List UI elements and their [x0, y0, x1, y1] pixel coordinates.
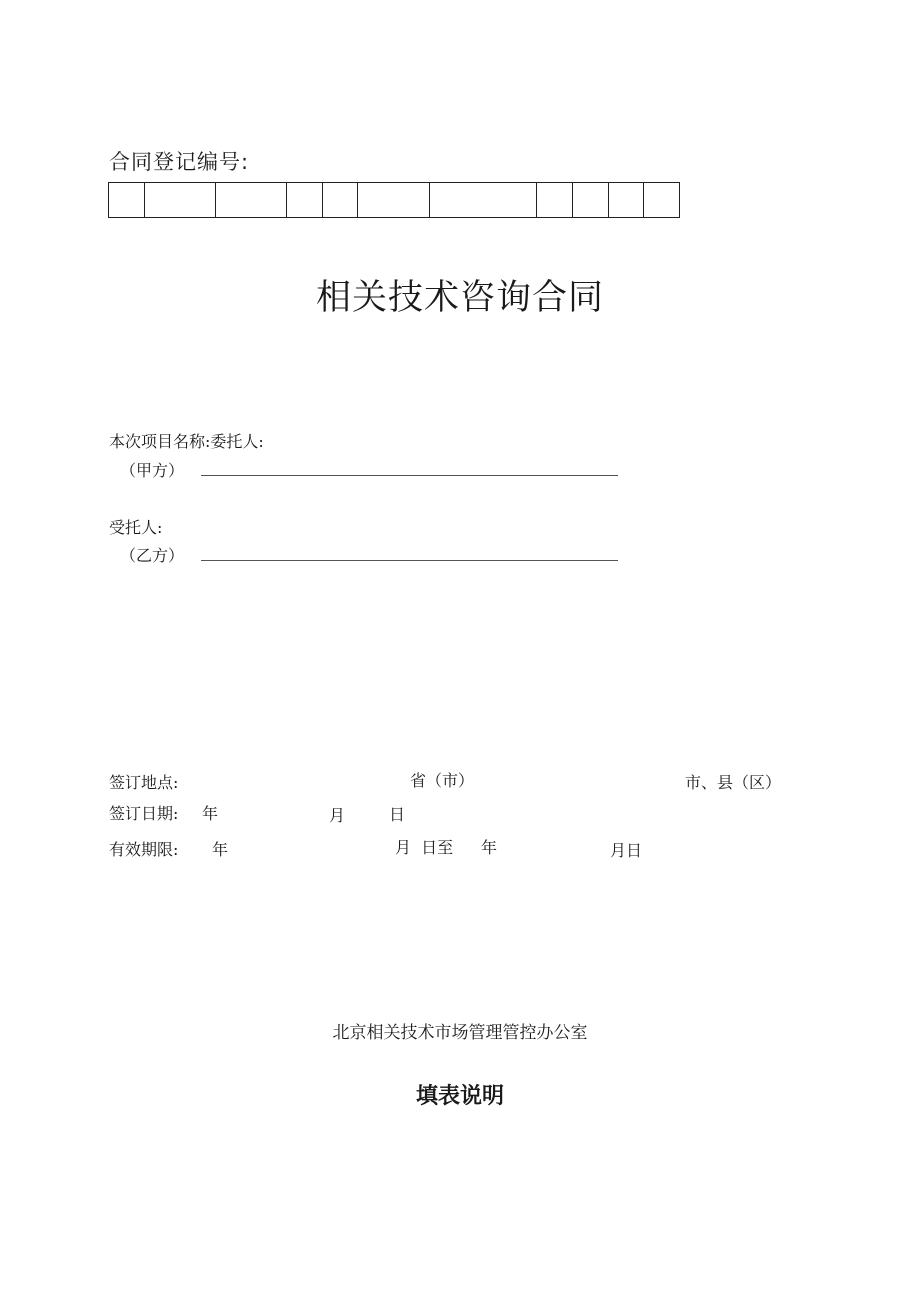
signing-month-label: 月: [329, 806, 346, 825]
validity-label: 有效期限:: [109, 840, 179, 859]
trustee-label: 受托人:: [109, 518, 163, 537]
city-county-label: 市、县（区）: [685, 773, 782, 792]
province-label: 省（市）: [410, 771, 475, 790]
signing-year-label: 年: [202, 804, 219, 823]
validity-month-day-label: 月日: [610, 841, 643, 860]
signing-place-label: 签订地点:: [109, 773, 179, 792]
contract-title: 相关技术咨询合同: [315, 278, 604, 318]
party-b-field[interactable]: [201, 560, 618, 561]
signing-date-label: 签订日期:: [109, 804, 179, 823]
project-client-label: 本次项目名称:委托人:: [109, 432, 264, 451]
registration-cell[interactable]: [430, 183, 537, 218]
registration-number-grid: [108, 182, 680, 218]
party-a-label: （甲方）: [120, 461, 185, 480]
registration-cell[interactable]: [358, 183, 430, 218]
validity-year-label: 年: [212, 840, 229, 859]
registration-cell[interactable]: [609, 183, 644, 218]
registration-cell[interactable]: [537, 183, 573, 218]
validity-month-day-to-label: 月 日至: [395, 838, 454, 857]
registration-cell[interactable]: [573, 183, 609, 218]
issuing-office: 北京相关技术市场管理管控办公室: [332, 1023, 588, 1043]
registration-cell[interactable]: [216, 183, 287, 218]
registration-cell[interactable]: [145, 183, 216, 218]
signing-day-label: 日: [389, 805, 406, 824]
registration-cell[interactable]: [109, 183, 145, 218]
registration-cell[interactable]: [644, 183, 680, 218]
validity-year2-label: 年: [481, 838, 498, 857]
registration-cell[interactable]: [287, 183, 323, 218]
registration-number-label: 合同登记编号:: [109, 150, 250, 174]
registration-cell[interactable]: [323, 183, 358, 218]
party-b-label: （乙方）: [120, 546, 185, 565]
instructions-title: 填表说明: [415, 1084, 504, 1109]
party-a-field[interactable]: [201, 475, 618, 476]
